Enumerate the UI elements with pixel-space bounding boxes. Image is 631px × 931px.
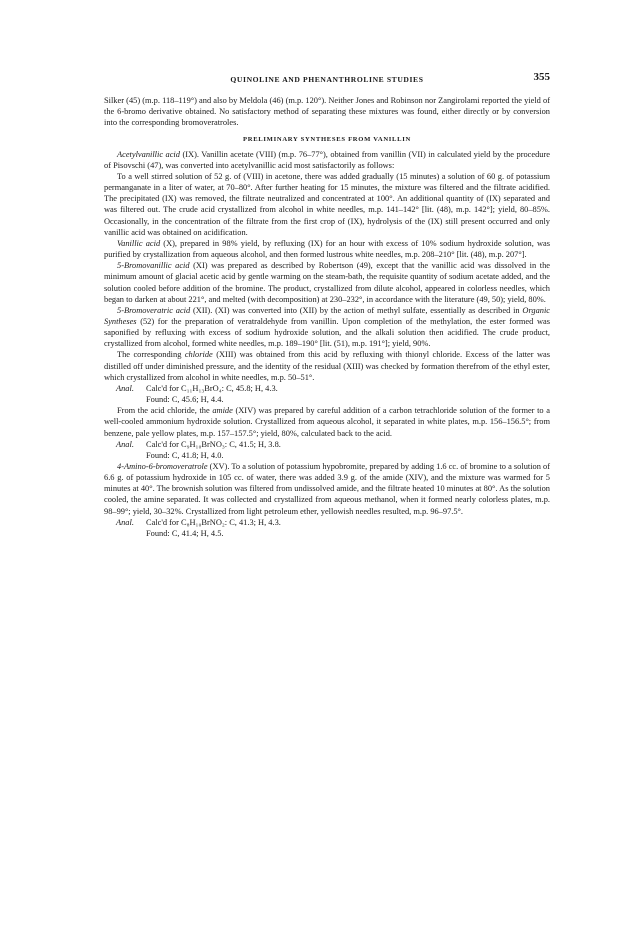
journal-title: Organic Syntheses xyxy=(104,305,550,326)
paragraph-text: From the acid chloride, the xyxy=(117,406,213,416)
analysis-calc-line xyxy=(104,383,550,394)
amide-paragraph xyxy=(104,405,550,438)
analysis-found: Found: C, 41.4; H, 4.5. xyxy=(146,528,224,538)
running-title: QUINOLINE AND PHENANTHROLINE STUDIES xyxy=(230,75,424,84)
chloride-paragraph xyxy=(104,349,550,382)
paragraph-text: (52) for the preparation of veratraldehyde from vanillin. Upon completion of the methylation, the ester formed was saponified by refluxing with excess of sodium hydroxide solution, and the alkali solution then acidified. The crude product, crystallized from alcohol, formed white needles, m.p. 189–190° [lit. (51), m.p. 191°]; yield, 90%. xyxy=(104,316,550,349)
vanillic-paragraph xyxy=(104,238,550,260)
analysis-block-3 xyxy=(104,517,550,539)
compound-name: Acetylvanillic acid xyxy=(117,149,180,159)
analysis-calc: Calc'd for C₁₁H₁₃BrO₄: C, 45.8; H, 4.3. xyxy=(146,383,278,393)
compound-name: 4-Amino-6-bromoveratrole xyxy=(117,462,208,471)
aminobromo-paragraph xyxy=(104,461,550,517)
procedure-paragraph: To a well stirred solution of 52 g. of (VIII) in acetone, there was added gradually (15 minutes) a solution of 60 g. of potassium permanganate in a liter of water, at 70–80°. After further heating for 15 minutes, the mixture was filtered and the filtrate acidified. The precipitated (IX) was removed, the filtrate neutralized and concentrated at 100°. An additional quantity of (IX) separated and was filtered out. The crude acid crystallized from alcohol in white needles, m.p. 141–142° [lit. (48), m.p. 142°]; yield, 80–85%. Occasionally, in the concentration of the filtrate from the first crop of (IX), hydrolysis of the (IX) still present occurred and only vanillic acid was obtained on acidification. xyxy=(104,171,550,237)
analysis-calc-line xyxy=(104,439,550,450)
paragraph-text: (XI) was prepared as described by Robertson (49), except that the vanillic acid was dissolved in the minimum amount of glacial acetic acid by gentle warming on the steam-bath, the requisite quantity of sodium acetate added, and the solution cooled before addition of the bromine. The product, crystallized from dilute alcohol, appeared in colorless needles, which began to darken at about 221°, and melted (with decomposition) at 230–232°, in accordance with the literature (49, 50); yield, 80%. xyxy=(104,261,550,304)
analysis-found: Found: C, 41.8; H, 4.0. xyxy=(146,450,224,460)
paragraph-text: (XIV) was prepared by careful addition of a carbon tetrachloride solution of the former to a well-cooled ammonium hydroxide solution. Crystallized from aqueous alcohol, it separated in white plates, m.p. 156–156.5°; from benzene, pale yellow plates, m.p. 157–157.5°; yield, 80%, calculated back to the acid. xyxy=(104,406,550,438)
analysis-label: Anal. xyxy=(116,439,134,449)
analysis-found: Found: C, 45.6; H, 4.4. xyxy=(146,395,224,405)
paragraph-text: (XII). (XI) was converted into (XII) by the action of methyl sulfate, essentially as described in xyxy=(190,305,523,315)
compound-name: 5-Bromovanillic acid xyxy=(117,261,190,271)
page-number: 355 xyxy=(533,71,550,83)
paragraph-text: (X), prepared in 98% yield, by refluxing (IX) for an hour with excess of 10% sodium hydroxide solution, was purified by crystallization from aqueous alcohol, and then formed lustrous white needles, m.p. 208–210° [lit. (48), m.p. 207°]. xyxy=(104,238,550,260)
analysis-label: Anal. xyxy=(116,517,134,527)
compound-name: 5-Bromoveratric acid xyxy=(117,305,191,315)
intro-paragraph: Silker (45) (m.p. 118–119°) and also by Meldola (46) (m.p. 120°). Neither Jones and Robinson nor Zangirolami reported the yield of the 6-bromo derivative obtained. No satisfactory method of separating these mixtures was found, either directly or by conversion into the corresponding bromoveratroles. xyxy=(104,96,550,128)
running-head xyxy=(104,72,550,86)
paragraph-text: (IX). Vanillin acetate (VIII) (m.p. 76–77°), obtained from vanillin (VII) in calculated yield by the procedure of Pisovschi (47), was converted into acetylvanillic acid most satisfactorily as follows: xyxy=(104,149,550,170)
analysis-label: Anal. xyxy=(116,383,134,393)
analysis-calc-line xyxy=(104,517,550,528)
compound-name: amide xyxy=(212,406,233,416)
compound-name: chloride xyxy=(184,350,213,360)
paragraph-text: (XV). To a solution of potassium hypobromite, prepared by adding 1.6 cc. of bromine to a solution of 6.6 g. of potassium hydroxide in 105 cc. of water, there was added 3.9 g. of the amide (XIV), and the mixture was warmed for 5 minutes at 40°. The brownish solution was filtered from undissolved amide, and the filtrate heated 10 minutes at 80°. As the solution cooled, the amine separated. It was collected and crystallized from aqueous methanol, when it formed nearly colorless plates, m.p. 98–99°; yield, 30–32%. Crystallized from light petroleum ether, yellowish needles resulted, m.p. 96–97.5°. xyxy=(104,462,550,516)
section-heading: PRELIMINARY SYNTHESES FROM VANILLIN xyxy=(243,136,411,144)
acetylvanillic-paragraph xyxy=(104,149,550,171)
bromoveratric-paragraph xyxy=(104,305,550,350)
analysis-block-2 xyxy=(104,439,550,461)
bromovanillic-paragraph xyxy=(104,260,550,305)
analysis-block-1 xyxy=(104,383,550,405)
analysis-calc: Calc'd for C₈H₁₀BrNO₂: C, 41.3; H, 4.3. xyxy=(146,517,281,527)
paragraph-text: (XIII) was obtained from this acid by refluxing with thionyl chloride. Excess of the latter was distilled off under diminished pressure, and the identity of the residual (XIII) was checked by formation therefrom of the ethyl ester, which crystallized from alcohol in white needles, m.p. 50–51°. xyxy=(104,350,550,382)
paragraph-text: The corresponding xyxy=(117,350,185,360)
page xyxy=(104,72,550,539)
compound-name: Vanillic acid xyxy=(117,238,161,248)
analysis-calc: Calc'd for C₉H₁₀BrNO₃: C, 41.5; H, 3.8. xyxy=(146,439,281,449)
